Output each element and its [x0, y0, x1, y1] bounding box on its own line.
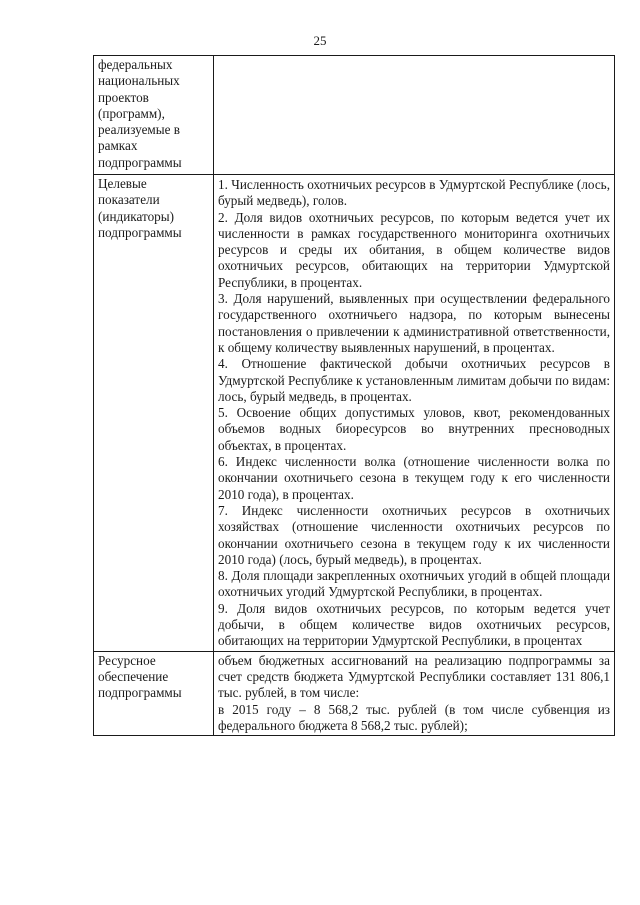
- indicator-paragraph: 7. Индекс численности охотничьих ресурсов в охотничьих хозяйствах (отношение численности охотничьих ресурсов по окончании охотничьего сезона в текущем году к их численности 2010 года) (лось, бурый медведь), в процентах.: [218, 502, 610, 567]
- indicator-paragraph: 2. Доля видов охотничьих ресурсов, по которым ведется учет их численности в рамках государственного мониторинга охотничьих ресурсов и среды их обитания, в общем количестве видов охотничьих ресурсов, обитающих на территории Удмуртской Республики, в процентах.: [218, 209, 610, 290]
- row-label: федеральных национальных проектов (программ), реализуемые в рамках подпрограммы: [94, 56, 214, 175]
- row-content: [214, 651, 615, 735]
- row-label: Ресурсное обеспечение подпрограммы: [94, 651, 214, 735]
- indicator-paragraph: 1. Численность охотничьих ресурсов в Удмуртской Республике (лось, бурый медведь), голов.: [218, 177, 610, 209]
- indicator-paragraph: 4. Отношение фактической добычи охотничьих ресурсов в Удмуртской Республике к установленным лимитам добычи по видам: лось, бурый медведь, в процентах.: [218, 356, 610, 404]
- indicator-paragraph: 9. Доля видов охотничьих ресурсов, по которым ведется учет добычи, в общем количестве видов охотничьих ресурсов, обитающих на территории Удмуртской Республики, в процентах: [218, 600, 610, 649]
- table-row-resource-provision: [94, 651, 615, 735]
- indicator-paragraph: 3. Доля нарушений, выявленных при осуществлении федерального государственного охотничьего надзора, по которым вынесены постановления о привлечении к административной ответственности, к общему количеству выявленных нарушений, в процентах.: [218, 291, 610, 355]
- indicator-paragraph: 5. Освоение общих допустимых уловов, квот, рекомендованных объемов водных биоресурсов во внутренних пресноводных объектах, в процентах.: [218, 405, 610, 453]
- table-row-target-indicators: [94, 175, 615, 652]
- funding-paragraph: объем бюджетных ассигнований на реализацию подпрограммы за счет средств бюджета Удмуртской Республики составляет 131 806,1 тыс. рублей, в том числе:: [218, 652, 610, 701]
- row-content: [214, 175, 615, 652]
- row-content-empty: [214, 56, 615, 175]
- indicator-paragraph: 6. Индекс численности волка (отношение численности волка по окончании охотничьего сезона в текущем году к его численности 2010 года), в процентах.: [218, 454, 610, 502]
- table-row-federal-projects: [94, 56, 615, 175]
- indicator-paragraph: 8. Доля площади закрепленных охотничьих угодий в общей площади охотничьих угодий Удмуртской Республики, в процентах.: [218, 568, 610, 600]
- funding-paragraph: в 2015 году – 8 568,2 тыс. рублей (в том числе субвенция из федерального бюджета 8 568,2 тыс. рублей);: [218, 701, 610, 733]
- passport-table: [93, 55, 615, 736]
- row-label: Целевые показатели (индикаторы) подпрограммы: [94, 175, 214, 652]
- page-number: 25: [313, 33, 327, 48]
